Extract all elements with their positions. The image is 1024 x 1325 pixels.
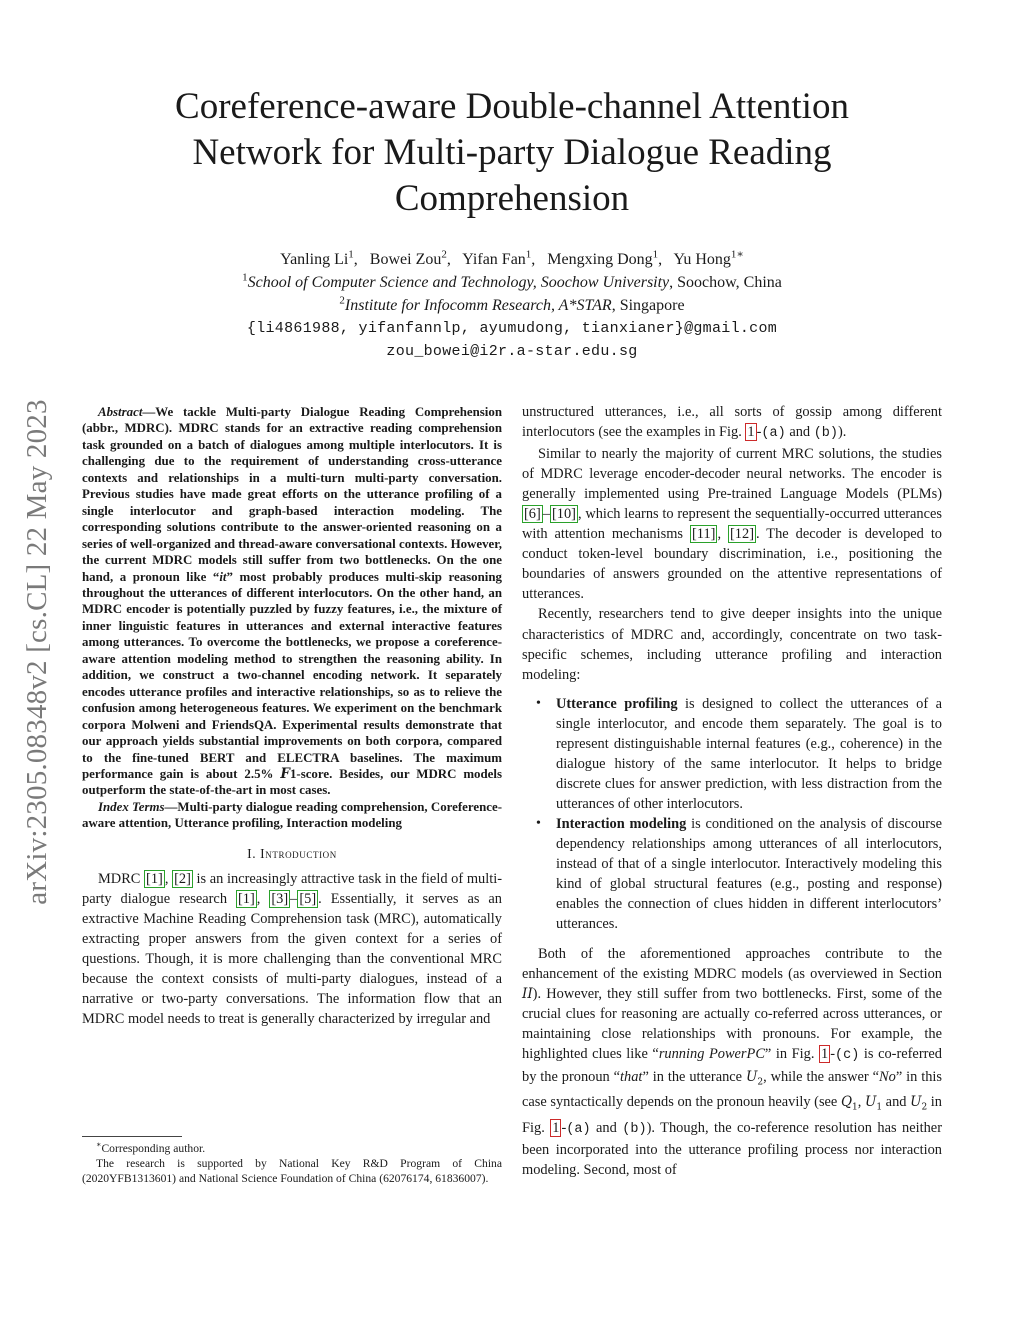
math-symbol bbox=[840, 1094, 858, 1113]
text-run: - bbox=[756, 424, 762, 441]
text-run: , bbox=[256, 890, 270, 907]
text-run: ” in this case syntactically depends on the pronoun heavily (see bbox=[522, 1068, 942, 1111]
citation-link[interactable]: [2] bbox=[174, 870, 191, 887]
math-symbol bbox=[910, 1094, 928, 1113]
list-item bbox=[522, 814, 942, 934]
left-column bbox=[82, 404, 502, 1029]
affiliation-institution: School of Computer Science and Technology, Soochow University bbox=[247, 274, 670, 291]
list-item bbox=[522, 694, 942, 814]
math-sub: 2 bbox=[757, 1077, 764, 1088]
author-sup: 1∗ bbox=[730, 248, 744, 261]
citation-link[interactable]: [10] bbox=[551, 506, 576, 523]
figure-link[interactable]: 1 bbox=[747, 424, 755, 441]
author-name: Yanling Li bbox=[280, 251, 349, 268]
title-line-1: Coreference-aware Double-channel Attention bbox=[175, 86, 849, 127]
figure-link[interactable]: 1 bbox=[821, 1046, 829, 1063]
text-run: , bbox=[717, 526, 729, 543]
right-paragraph-2: Recently, researchers tend to give deeper insights into the unique characteristics of MDRC and, accordingly, concentrate on two task-specific schemes, including utterance profiling and interaction modeling: bbox=[522, 606, 942, 683]
section-number: I. bbox=[247, 845, 257, 861]
text-run: , which learns to represent the sequentially-occurred utterances with attention mechanisms bbox=[522, 506, 942, 543]
text-run: ). bbox=[838, 424, 847, 441]
author-sup: 2 bbox=[441, 248, 447, 261]
abstract-text: —We tackle Multi-party Dialogue Reading Comprehension (abbr., MDRC). MDRC stands for an extractive reading comprehension task grounded on a batch of dialogues among multiple interlocutors. It is challenging due to the requirement of understanding cross-utterance contexts and relationships in a multi-turn multi-party conversation. Previous studies have made great efforts on the utterance profiling of a single interlocutor and graph-based interaction modeling. The corresponding solutions contribute to the answer-oriented reasoning on a series of well-organized and thread-aware conversational contexts. However, the current MDRC models still suffer from two bottlenecks. On the one hand, a pronoun like “ bbox=[82, 405, 502, 584]
math-sub: 1 bbox=[876, 1102, 883, 1113]
abstract-text-2: ” most probably produces multi-skip reasoning throughout the utterances of different interlocutors. On the other hand, an MDRC encoder is potentially puzzled by fuzzy features, i.e., the mixture of inner linguistic features in utterances and external interactive features among utterances. To overcome the bottlenecks, we propose a coreference-aware attention modeling method to strengthen the reasoning ability. In addition, we construct a two-channel encoding network. It separately encodes utterance profiles and interactive relationships, so as to relieve the confusion among heterogeneous features. We experiment on the benchmark corpora Molweni and FriendsQA. Experimental results demonstrate that our approach yields substantial improvements on both corpora, compared to the fine-tuned BERT and ELECTRA baselines. The maximum performance gain is about 2.5% bbox=[82, 569, 502, 781]
footnote-divider bbox=[82, 1136, 182, 1137]
right-column bbox=[522, 402, 942, 1180]
affiliation-sup: 2 bbox=[339, 294, 345, 307]
footnote-funding: The research is supported by National Key R&D Program of China (2020YFB1313601) and National Science Foundation of China (62076174, 61836007). bbox=[82, 1157, 502, 1185]
text-run: Both of the aforementioned approaches contribute to the enhancement of the existing MDRC models (as overviewed in Section bbox=[522, 946, 942, 983]
italic-phrase: that bbox=[620, 1068, 643, 1085]
author-name: Mengxing Dong bbox=[547, 251, 653, 268]
list-item-term: Interaction modeling bbox=[556, 815, 687, 832]
right-paragraph-0 bbox=[522, 402, 942, 444]
list-item-text: is designed to collect the utterances of a single interlocutor, and encode them separately. The goal is to represent distinguishable internal features (e.g., coherence) in the dialogue history of the same interlocutor. It helps to bridge discrete clues for answer prediction, with less distraction from the utterances of other interlocutors. bbox=[556, 695, 942, 812]
footnotes bbox=[82, 1141, 502, 1186]
title-line-3: Comprehension bbox=[394, 178, 630, 219]
math-var: U bbox=[910, 1094, 922, 1111]
affiliation-1 bbox=[110, 271, 914, 294]
section-heading-introduction bbox=[82, 846, 502, 862]
text-run: - bbox=[830, 1046, 836, 1063]
abstract-label: Abstract bbox=[98, 405, 143, 419]
right-paragraph-3 bbox=[522, 944, 942, 1180]
text-run: – bbox=[542, 506, 550, 523]
f1-symbol: F bbox=[280, 765, 290, 782]
author-sup: 1 bbox=[652, 248, 659, 261]
author-name: Bowei Zou bbox=[369, 251, 442, 268]
bullet-icon: • bbox=[536, 695, 541, 711]
author-name: Yifan Fan bbox=[462, 251, 526, 268]
text-run: ” in Fig. bbox=[764, 1046, 820, 1063]
text-run: and bbox=[785, 424, 814, 441]
math-sub: 2 bbox=[921, 1102, 928, 1113]
text-run: . Essentially, it serves as an extractive Machine Reading Comprehension task (MRC), automatically extracting proper answers from the given context for a series of questions. Though, it is more challenging than the conventional MRC because the context consists of multi-party dialogues, instead of a narrative or two-party conversations. The information flow that an MDRC model needs to treat is generally characterized by irregular and bbox=[82, 890, 502, 1028]
citation-link[interactable]: [11] bbox=[691, 526, 716, 543]
text-run: and bbox=[882, 1094, 911, 1111]
text-run: ). However, they still suffer from two bottlenecks. First, some of the crucial clues for reasoning are actually co-referred across utterances, or maintaining close relationships with pronouns. For example, the highlighted clues like “ bbox=[522, 986, 942, 1063]
math-sub: 1 bbox=[852, 1102, 858, 1113]
text-run: , while the answer “ bbox=[763, 1068, 880, 1085]
text-run: Similar to nearly the majority of current MRC solutions, the studies of MDRC leverage encoder-decoder neural networks. The encoder is generally implemented using Pre-trained Language Models (PLMs) bbox=[522, 446, 942, 503]
text-run: is co-referred by the pronoun “ bbox=[522, 1046, 942, 1085]
arxiv-stamp: arXiv:2305.08348v2 [cs.CL] 22 May 2023 bbox=[21, 399, 53, 905]
subfigure-label: (a) bbox=[566, 1121, 591, 1137]
text-run: , bbox=[164, 870, 173, 887]
footnote-mark: ∗ bbox=[96, 1140, 102, 1150]
email-line-1[interactable]: {li4861988, yifanfannlp, ayumudong, tianxianer}@gmail.com bbox=[246, 320, 778, 337]
index-terms-text: —Multi-party dialogue reading comprehension, Coreference-aware attention, Utterance profiling, Interaction modeling bbox=[82, 799, 502, 831]
index-terms bbox=[82, 799, 502, 832]
footnote-corresponding-text: Corresponding author. bbox=[101, 1142, 206, 1155]
author-sup: 1 bbox=[525, 248, 532, 261]
citation-link[interactable]: [1] bbox=[146, 870, 163, 887]
citation-link[interactable]: [12] bbox=[730, 526, 754, 543]
text-run: and bbox=[590, 1119, 623, 1136]
math-symbol bbox=[864, 1094, 883, 1113]
abstract bbox=[82, 404, 502, 799]
intro-paragraph-1 bbox=[82, 869, 502, 1029]
citation-link[interactable]: [1] bbox=[238, 890, 255, 907]
affiliation-institution: Institute for Infocomm Research, A*STAR bbox=[344, 297, 612, 314]
affiliation-location: , Soochow, China bbox=[669, 274, 782, 291]
math-var: U bbox=[745, 1068, 758, 1085]
bullet-icon: • bbox=[536, 815, 541, 831]
title-line-2: Network for Multi-party Dialogue Reading bbox=[192, 132, 832, 173]
footnote-corresponding bbox=[82, 1141, 502, 1156]
italic-phrase: No bbox=[879, 1068, 896, 1085]
abstract-text-3: 1-score. Besides, our MDRC models outperform the state-of-the-art in most cases. bbox=[82, 766, 502, 798]
text-run: unstructured utterances, i.e., all sorts of gossip among different interlocutors (see the examples in Fig. bbox=[522, 404, 942, 441]
citation-link[interactable]: [5] bbox=[299, 890, 317, 907]
list-item-term: Utterance profiling bbox=[556, 695, 678, 712]
section-title: Introduction bbox=[260, 845, 337, 861]
text-run: ” in the utterance bbox=[642, 1068, 746, 1085]
list-item-text: is conditioned on the analysis of discourse dependency relationships among utterances of all interlocutors, instead of that of a single interlocutor. Interactively modeling this kind of global structural features (e.g., posting and response) enables the connection of clues hidden in different interlocutors’ utterances. bbox=[556, 815, 942, 933]
math-var: Q bbox=[840, 1094, 853, 1111]
index-terms-label: Index Terms bbox=[98, 799, 165, 814]
math-symbol bbox=[745, 1068, 764, 1088]
text-run: , bbox=[857, 1094, 865, 1111]
subfigure-label: (a) bbox=[761, 426, 786, 442]
affiliation-2 bbox=[110, 294, 914, 317]
author-block bbox=[110, 248, 914, 363]
math-var: U bbox=[864, 1094, 877, 1111]
scheme-list bbox=[522, 694, 942, 935]
text-run: is an increasingly attractive task in the field of multi-party dialogue research bbox=[82, 870, 502, 907]
affiliation-sup: 1 bbox=[242, 271, 248, 284]
text-run: MDRC bbox=[98, 870, 145, 887]
author-list: Yanling Li$^1$, Bowei Zou$^2$, Yifan Fan$^1$, Mengxing Dong$^1$, Yu Hong$^{1∗}$ bbox=[280, 248, 744, 268]
text-run: - bbox=[561, 1119, 567, 1136]
email-line-2[interactable]: zou_bowei@i2r.a-star.edu.sg bbox=[386, 343, 638, 360]
text-run: in Fig. bbox=[522, 1094, 942, 1136]
abstract-it-word: it bbox=[219, 569, 227, 584]
subfigure-label: (c) bbox=[835, 1048, 860, 1064]
paper-title bbox=[110, 84, 914, 222]
section-ref: II bbox=[522, 986, 533, 1003]
affiliation-location: , Singapore bbox=[611, 297, 685, 314]
figure-link[interactable]: 1 bbox=[552, 1119, 560, 1136]
right-paragraph-1 bbox=[522, 444, 942, 604]
text-run: . The decoder is developed to conduct token-level boundary discrimination, i.e., positioning the boundaries of answers grounded on the attentive representations of utterances. bbox=[522, 526, 943, 603]
italic-phrase: running PowerPC bbox=[658, 1046, 765, 1063]
subfigure-label: (b) bbox=[622, 1121, 647, 1137]
citation-link[interactable]: [3] bbox=[271, 890, 289, 907]
citation-link[interactable]: [6] bbox=[524, 506, 541, 523]
text-run: – bbox=[290, 890, 298, 907]
author-name: Yu Hong bbox=[673, 251, 731, 268]
subfigure-label: (b) bbox=[813, 426, 839, 442]
author-sup: 1 bbox=[348, 248, 354, 261]
text-run: ). Though, the co-reference resolution has neither been incorporated into the utterance profiling process nor interaction modeling. Second, most of bbox=[522, 1119, 942, 1179]
